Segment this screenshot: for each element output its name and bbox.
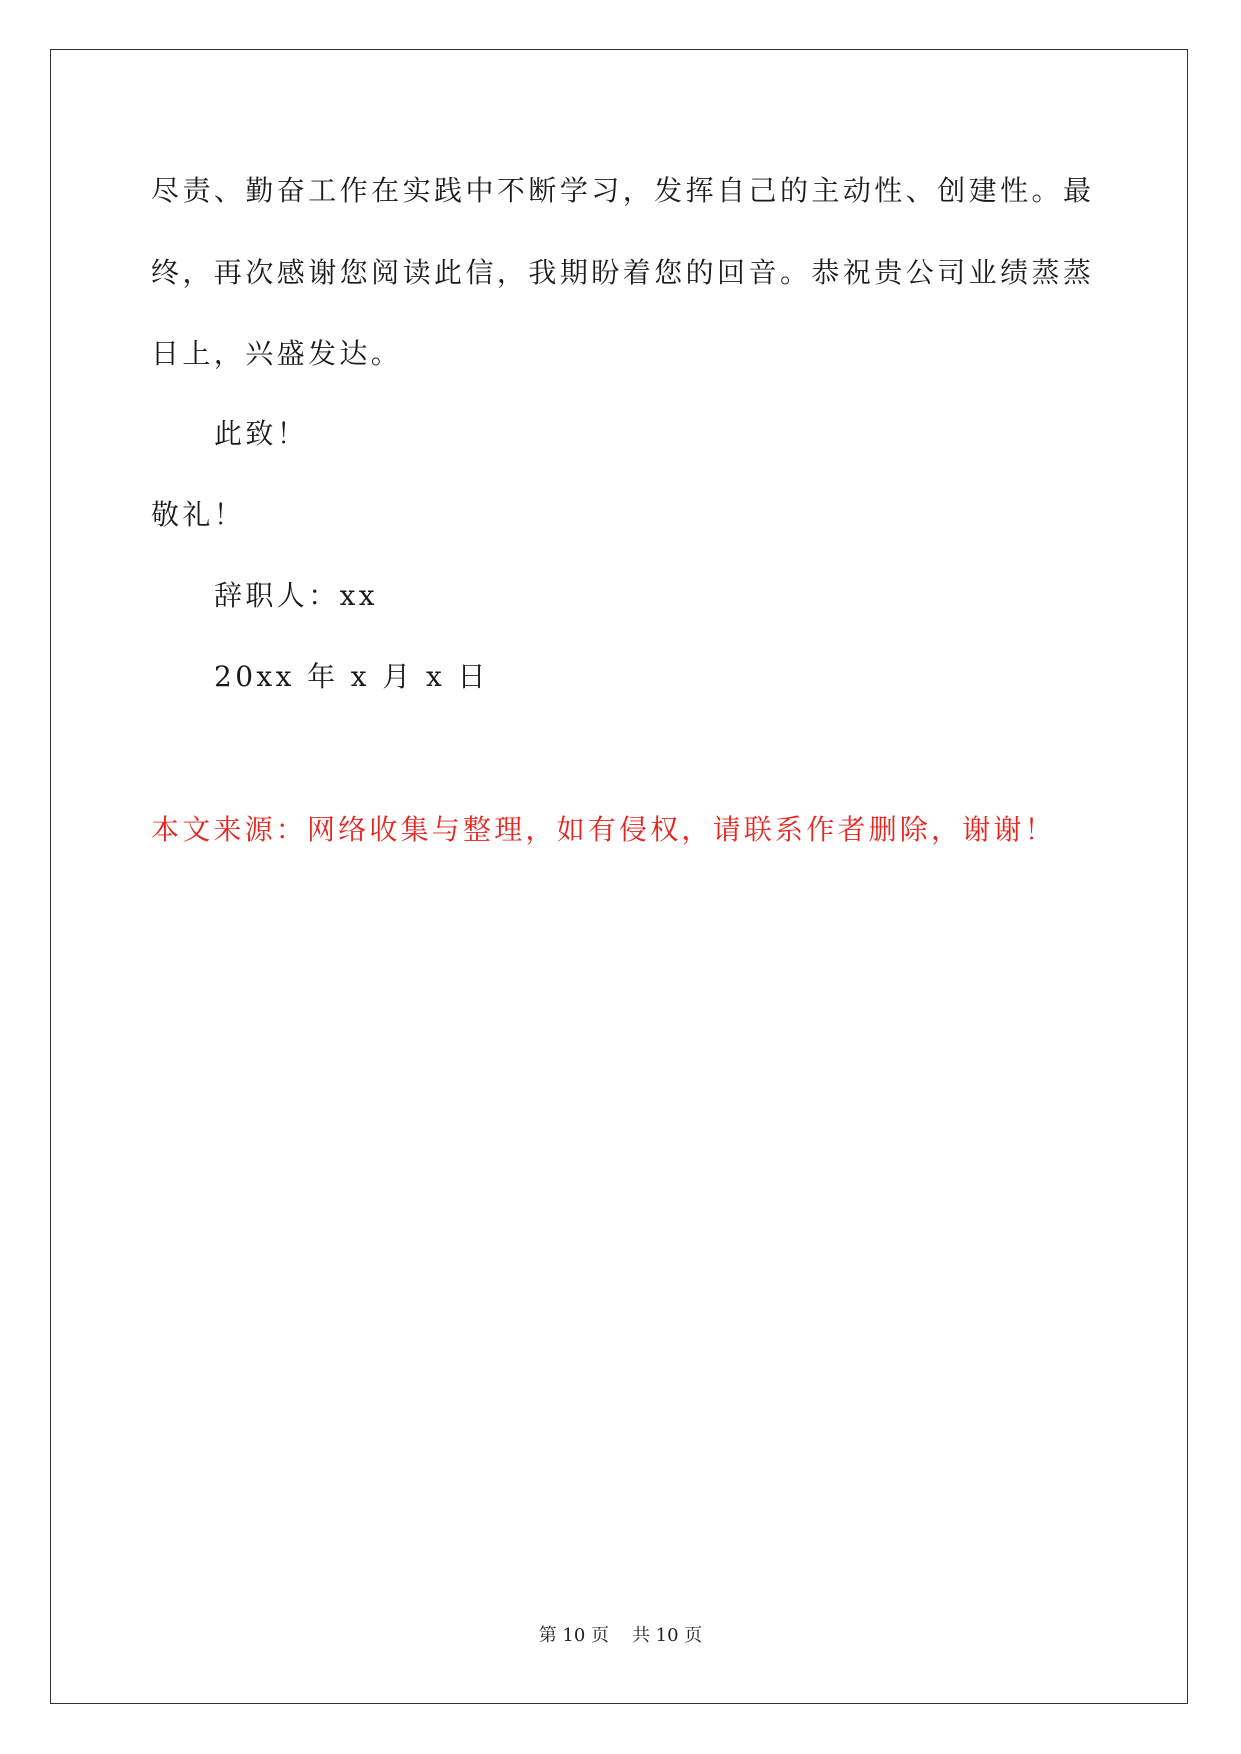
page-frame [50, 49, 1188, 1704]
page-indicator: 第 10 页 [538, 1625, 610, 1646]
page-footer [0, 1624, 1241, 1648]
date-line: 20xx 年 x 月 x 日 [214, 660, 489, 693]
paragraph-line-1: 尽责、勤奋工作在实践中不断学习，发挥自己的主动性、创建性。最 [151, 174, 1091, 207]
signature-line: 辞职人：xx [214, 579, 378, 612]
source-note: 本文来源：网络收集与整理，如有侵权，请联系作者删除，谢谢！ [151, 813, 1056, 846]
salutation-line-2: 敬礼！ [151, 498, 246, 531]
paragraph-line-3: 日上，兴盛发达。 [151, 337, 403, 370]
page-total: 共 10 页 [631, 1625, 703, 1646]
paragraph-line-2: 终，再次感谢您阅读此信，我期盼着您的回音。恭祝贵公司业绩蒸蒸 [151, 256, 1091, 289]
salutation-line-1: 此致！ [214, 417, 309, 450]
